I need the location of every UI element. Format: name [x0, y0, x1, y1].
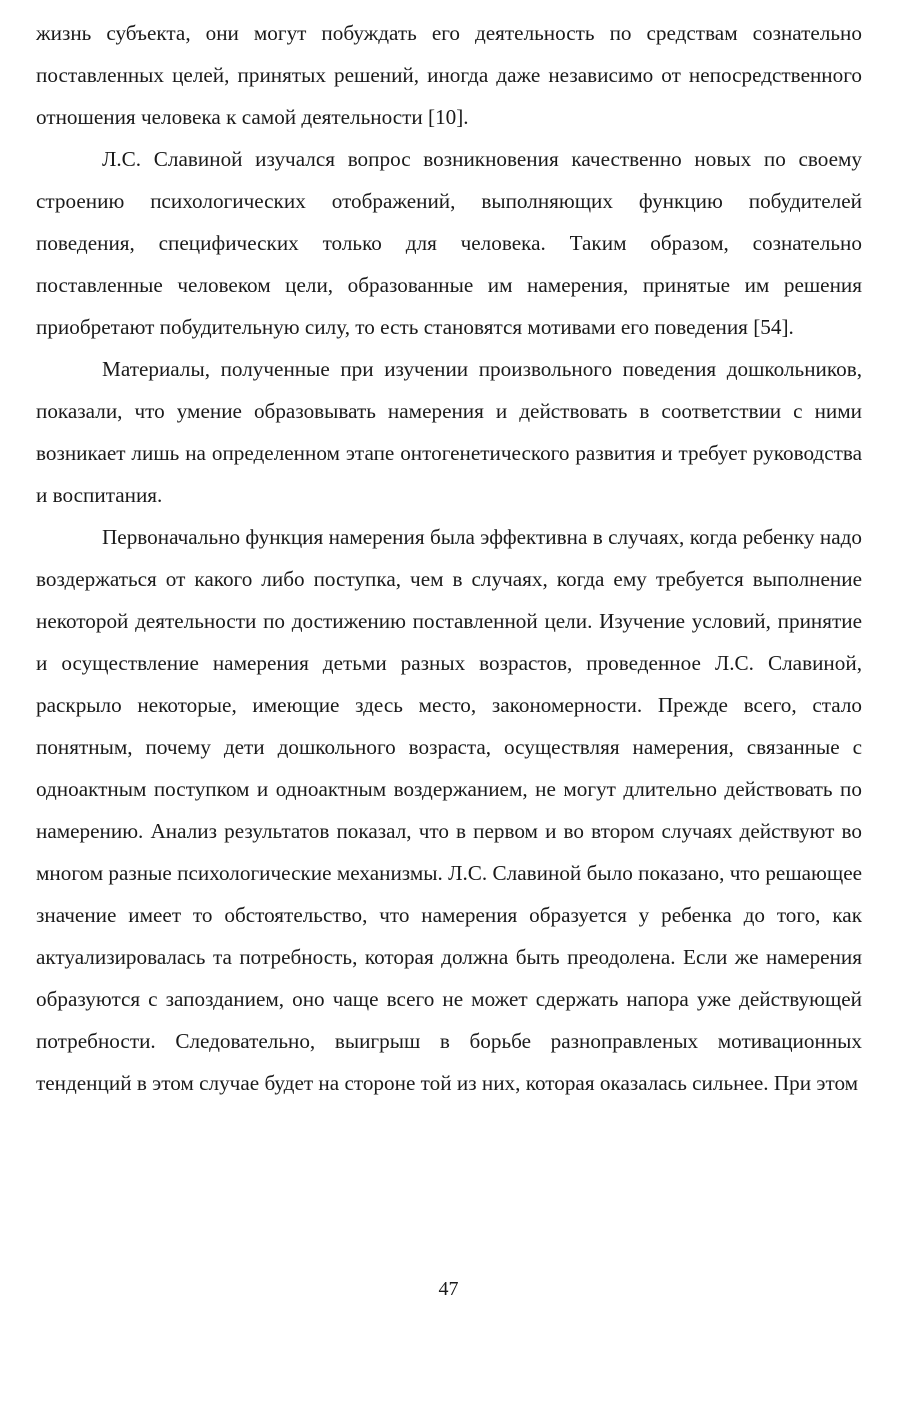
paragraph-1: жизнь субъекта, они могут побуждать его деятельность по средствам сознательно поставленных целей, принятых решений, иногда даже независимо от непосредственного отношения человека к самой деятельности [10].: [36, 21, 862, 129]
paragraph-4: Первоначально функция намерения была эффективна в случаях, когда ребенку надо воздержаться от какого либо поступка, чем в случаях, когда ему требуется выполнение некоторой деятельности по достижению поставленной цели. Изучение условий, принятие и осуществление намерения детьми разных возрастов, проведенное Л.С. Славиной, раскрыло некоторые, имеющие здесь место, закономерности. Прежде всего, стало понятным, почему дети дошкольного возраста, осуществляя намерения, связанные с одноактным поступком и одноактным воздержанием, не могут длительно действовать по намерению. Анализ результатов показал, что в первом и во втором случаях действуют во многом разные психологические механизмы. Л.С. Славиной было показано, что решающее значение имеет то обстоятельство, что намерения образуется у ребенка до того, как актуализировалась та потребность, которая должна быть преодолена. Если же намерения образуются с запозданием, оно чаще всего не может сдержать напора уже действующей потребности. Следовательно, выигрыш в борьбе разноправленых мотивационных тенденций в этом случае будет на стороне той из них, которая оказалась сильнее. При этом: [36, 525, 862, 1095]
document-body: [36, 12, 862, 1104]
paragraph-2: Л.С. Славиной изучался вопрос возникновения качественно новых по своему строению психологических отображений, выполняющих функцию побудителей поведения, специфических только для человека. Таким образом, сознательно поставленные человеком цели, образованные им намерения, принятые им решения приобретают побудительную силу, то есть становятся мотивами его поведения [54].: [36, 147, 862, 339]
page-number: 47: [438, 1278, 459, 1300]
paragraph-3: Материалы, полученные при изучении произвольного поведения дошкольников, показали, что умение образовывать намерения и действовать в соответствии с ними возникает лишь на определенном этапе онтогенетического развития и требует руководства и воспитания.: [36, 357, 862, 507]
